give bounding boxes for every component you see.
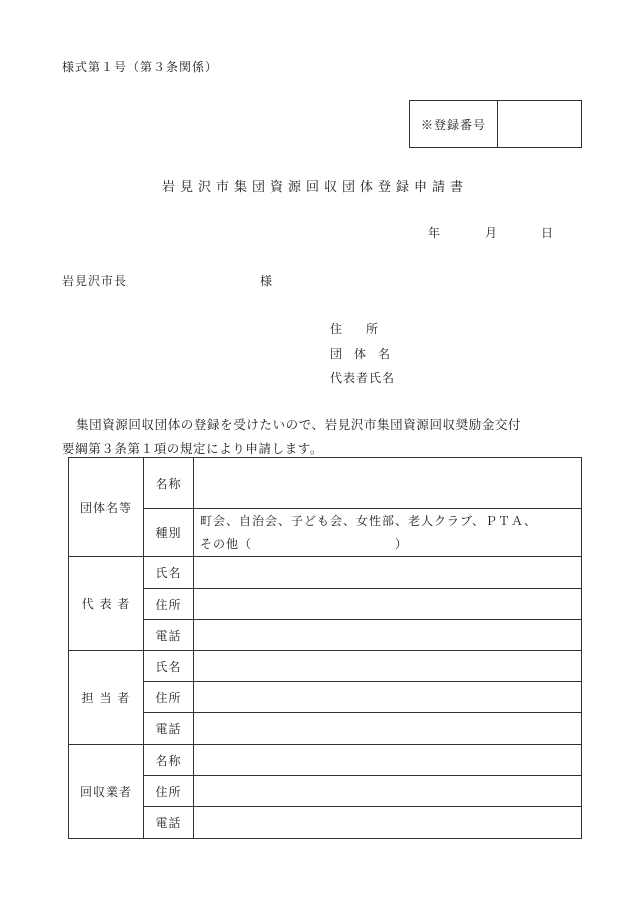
collector-address-label: 住所 (144, 776, 194, 807)
representative-address-field[interactable] (194, 589, 582, 620)
registration-number-label: ※登録番号 (410, 101, 498, 147)
table-row (69, 509, 582, 557)
collector-phone-label: 電話 (144, 807, 194, 839)
addressee-name: 岩見沢市長 (62, 274, 128, 288)
registration-number-field[interactable] (498, 101, 581, 147)
date-year-label: 年 (428, 226, 441, 240)
contact-phone-field[interactable] (194, 713, 582, 745)
group-org-type-label: 種別 (144, 509, 194, 557)
table-row (69, 745, 582, 776)
representative-phone-field[interactable] (194, 620, 582, 651)
table-row (69, 589, 582, 620)
representative-name-label: 氏名 (144, 557, 194, 589)
representative-phone-label: 電話 (144, 620, 194, 651)
collector-name-label: 名称 (144, 745, 194, 776)
body-text-line-2: 要綱第３条第１項の規定により申請します。 (62, 441, 324, 456)
group-org-types-line-1: 町会、自治会、子ども会、女性部、老人クラブ、ＰＴＡ、 (200, 513, 538, 528)
table-row (69, 458, 582, 509)
collector-name-field[interactable] (194, 745, 582, 776)
table-row (69, 682, 582, 713)
date-day-label: 日 (541, 226, 554, 240)
date-month-label: 月 (485, 226, 498, 240)
applicant-address-label: 住 所 (330, 322, 379, 336)
representative-address-label: 住所 (144, 589, 194, 620)
table-row (69, 807, 582, 839)
group-org-type-field[interactable] (194, 509, 582, 557)
registration-number-box (409, 100, 582, 148)
group-org-name-label: 名称 (144, 458, 194, 509)
collector-address-field[interactable] (194, 776, 582, 807)
contact-address-field[interactable] (194, 682, 582, 713)
collector-label: 回収業者 (69, 745, 144, 839)
group-org-name-field[interactable] (194, 458, 582, 509)
group-org-types-line-2: その他（ ） (200, 536, 409, 551)
registration-table (68, 457, 582, 839)
contact-address-label: 住所 (144, 682, 194, 713)
table-row (69, 713, 582, 745)
contact-name-field[interactable] (194, 651, 582, 682)
table-row (69, 620, 582, 651)
representative-name-field[interactable] (194, 557, 582, 589)
table-row (69, 557, 582, 589)
group-org-label: 団体名等 (69, 458, 144, 557)
applicant-group-name-label: 団 体 名 (330, 347, 391, 361)
form-number: 様式第１号（第３条関係） (62, 60, 219, 74)
addressee-honorific: 様 (260, 274, 273, 288)
contact-name-label: 氏名 (144, 651, 194, 682)
body-text-line-1: 集団資源回収団体の登録を受けたいので、岩見沢市集団資源回収奨励金交付 (76, 417, 522, 432)
document-title: 岩見沢市集団資源回収団体登録申請書 (161, 180, 468, 195)
table-row (69, 776, 582, 807)
applicant-representative-label: 代表者氏名 (330, 371, 396, 385)
collector-phone-field[interactable] (194, 807, 582, 839)
contact-phone-label: 電話 (144, 713, 194, 745)
representative-label: 代 表 者 (69, 557, 144, 651)
contact-person-label: 担 当 者 (69, 651, 144, 745)
table-row (69, 651, 582, 682)
